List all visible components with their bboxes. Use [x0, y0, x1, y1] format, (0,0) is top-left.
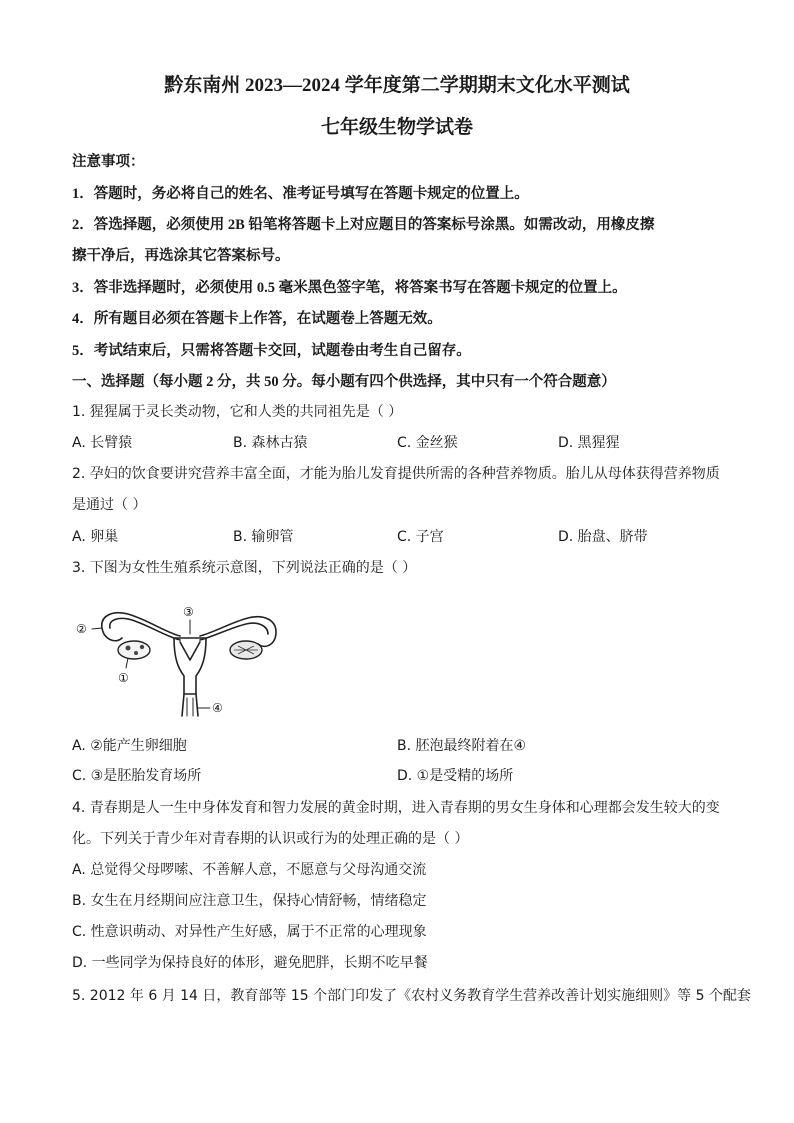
question-4-stem-cont: 化。下列关于青少年对青春期的认识或行为的处理正确的是（ ） [72, 831, 469, 847]
notes-heading: 注意事项： [72, 154, 145, 170]
question-2-option-c: C. 子宫 [397, 529, 444, 545]
right-fallopian-tube-inner [200, 623, 268, 640]
figure-label-3: ③ [183, 605, 194, 619]
figure-label-2: ② [76, 622, 87, 636]
figure-label-4: ④ [212, 701, 223, 715]
question-1-option-c: C. 金丝猴 [397, 435, 458, 451]
note-item-1: 1．答题时，务必将自己的姓名、准考证号填写在答题卡规定的位置上。 [72, 186, 529, 202]
question-4-stem: 4. 青春期是人一生中身体发育和智力发展的黄金时期，进入青春期的男女生身体和心理都会发生较大的变 [72, 800, 720, 816]
question-1-stem: 1. 猩猩属于灵长类动物，它和人类的共同祖先是（ ） [72, 404, 403, 420]
note-item-3: 3．答非选择题时，必须使用 0.5 毫米黑色签字笔，将答案书写在答题卡规定的位置上。 [72, 280, 627, 296]
exam-subtitle: 七年级生物学试卷 [320, 117, 473, 138]
question-4-option-a: A. 总觉得父母啰嗦、不善解人意，不愿意与父母沟通交流 [72, 862, 427, 878]
note-item-2-cont: 擦干净后，再选涂其它答案标号。 [72, 248, 290, 264]
question-4-option-d: D. 一些同学为保持良好的体形，避免肥胖，长期不吃早餐 [72, 955, 428, 971]
question-4-option-c: C. 性意识萌动、对异性产生好感，属于不正常的心理现象 [72, 924, 427, 940]
left-fallopian-tube-inner [110, 618, 180, 640]
question-3-option-b: B. 胚泡最终附着在④ [397, 738, 527, 754]
question-4-option-b: B. 女生在月经期间应注意卫生，保持心情舒畅，情绪稳定 [72, 893, 427, 909]
note-item-2: 2．答选择题，必须使用 2B 铅笔将答题卡上对应题目的答案标号涂黑。如需改动，用橡皮擦 [72, 217, 655, 233]
question-3-stem: 3. 下图为女性生殖系统示意图，下列说法正确的是（ ） [72, 560, 417, 576]
question-3-option-c: C. ③是胚胎发育场所 [72, 768, 202, 784]
uterus-outline [174, 638, 206, 694]
vagina-inner [187, 698, 193, 716]
vagina-outline [182, 694, 198, 716]
question-3-option-a: A. ②能产生卵细胞 [72, 738, 187, 754]
uterine-cavity [180, 642, 200, 660]
question-2-option-a: A. 卵巢 [72, 529, 119, 545]
note-item-4: 4．所有题目必须在答题卡上作答，在试题卷上答题无效。 [72, 311, 442, 327]
female-reproductive-system-figure [70, 598, 290, 718]
question-1-option-b: B. 森林古猿 [233, 435, 308, 451]
leader-2 [92, 628, 102, 629]
question-3-option-d: D. ①是受精的场所 [397, 768, 514, 784]
question-1-option-a: A. 长臂猿 [72, 435, 133, 451]
question-2-stem: 2. 孕妇的饮食要讲究营养丰富全面，才能为胎儿发育提供所需的各种营养物质。胎儿从母体获得营养物质 [72, 466, 720, 482]
figure-label-1: ① [118, 671, 129, 685]
section-heading: 一、选择题（每小题 2 分，共 50 分。每小题有四个供选择，其中只有一个符合题意） [72, 374, 616, 390]
left-ovary [118, 641, 150, 659]
question-5-stem: 5. 2012 年 6 月 14 日，教育部等 15 个部门印发了《农村义务教育学生营养改善计划实施细则》等 5 个配套 [72, 988, 751, 1004]
question-2-stem-cont: 是通过（ ） [72, 497, 147, 513]
reproductive-system-diagram [70, 598, 290, 718]
question-2-option-d: D. 胎盘、脐带 [558, 529, 648, 545]
exam-title: 黔东南州 2023—2024 学年度第二学期期末文化水平测试 [164, 75, 630, 96]
question-1-option-d: D. 黑猩猩 [558, 435, 620, 451]
note-item-5: 5．考试结束后，只需将答题卡交回，试题卷由考生自己留存。 [72, 343, 471, 359]
question-2-option-b: B. 输卵管 [233, 529, 294, 545]
right-ovary [230, 641, 262, 659]
